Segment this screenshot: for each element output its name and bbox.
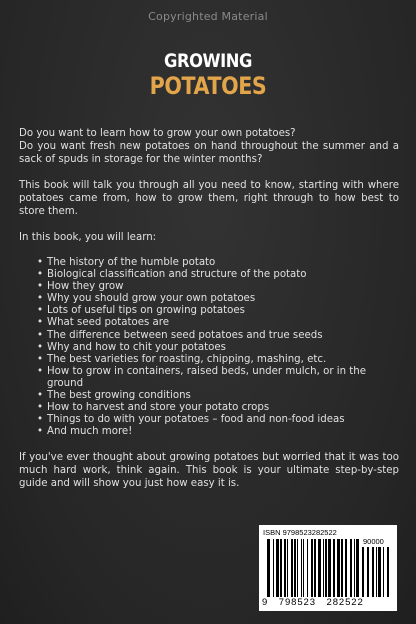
bullet-icon: • [37, 341, 44, 353]
learn-item-text: Things to do with your potatoes – food and non-food ideas [47, 414, 345, 426]
learn-item-text: The best varieties for roasting, chipping, mashing, etc. [47, 353, 327, 365]
closing-paragraph: If you've ever thought about growing potatoes but worried that it was too much hard work, think again. This book is your ultimate step-by-step guide and will show you just how easy it is. [19, 452, 399, 490]
barcode-bar [291, 539, 293, 597]
bullet-icon: • [37, 426, 44, 438]
barcode-bar [376, 547, 377, 597]
isbn-label: ISBN 9798523282522 [263, 528, 337, 537]
isbn-digits: 9 798523 282522 [262, 597, 364, 608]
learn-item [37, 305, 399, 317]
barcode-bar [284, 539, 286, 597]
barcode-bar [323, 539, 324, 597]
bullet-icon: • [37, 317, 44, 329]
learn-item-text: The difference between seed potatoes and true seeds [47, 329, 323, 341]
learn-item [37, 329, 399, 342]
barcode-bar [337, 539, 340, 597]
learn-item [37, 414, 399, 426]
learn-item-text: What seed potatoes are [47, 317, 170, 329]
copyright-watermark: Copyrighted Material [148, 10, 268, 23]
bullet-icon: • [37, 365, 44, 377]
barcode-bar [267, 539, 270, 597]
bullet-icon: • [37, 414, 44, 426]
bullet-icon: • [37, 257, 44, 268]
barcode-bar [280, 539, 282, 597]
learn-item [37, 341, 399, 354]
barcode-bar [333, 539, 335, 597]
barcode-bar [383, 547, 384, 597]
barcode-bar [350, 539, 352, 597]
bullet-icon: • [37, 402, 44, 414]
learn-item-text: The best growing conditions [47, 390, 191, 402]
learn-item-text: Lots of useful tips on growing potatoes [47, 305, 245, 317]
learn-item-text: Biological classification and structure of the potato [47, 269, 307, 281]
learn-item [37, 353, 399, 366]
learn-heading: In this book, you will learn: [19, 232, 157, 243]
barcode-bar [341, 539, 343, 597]
barcode-bar [354, 539, 355, 597]
barcode-bar [287, 539, 288, 597]
learn-item-text: The history of the humble potato [47, 257, 216, 268]
learn-item [37, 269, 399, 281]
barcode-bar [297, 539, 298, 597]
learn-item [37, 426, 399, 438]
barcode-panel [259, 525, 397, 611]
blurb [19, 127, 399, 503]
title-line-2: POTATOES [149, 72, 267, 100]
barcode-bar [318, 539, 321, 597]
bullet-icon: • [37, 329, 44, 341]
learn-item-text: Why and how to chit your potatoes [47, 341, 226, 353]
learn-item [37, 317, 399, 329]
bullet-icon: • [37, 305, 44, 317]
learn-list [19, 257, 399, 438]
title-line-1: GROWING [163, 50, 253, 72]
barcode-bar [314, 539, 316, 597]
learn-item-text: Why you should grow your own potatoes [47, 293, 256, 305]
barcode-bar [387, 547, 389, 597]
learn-item [37, 365, 399, 390]
learn-item-text: And much more! [47, 426, 133, 438]
learn-item [37, 293, 399, 305]
learn-item [37, 257, 399, 269]
barcode-bar [345, 539, 347, 597]
barcode-bar [325, 539, 327, 597]
barcode-bar [362, 547, 364, 597]
bullet-icon: • [37, 293, 44, 305]
barcode-bar [356, 539, 359, 597]
bullet-icon: • [37, 390, 44, 402]
barcode-bar [372, 547, 374, 597]
barcode-bar [378, 547, 381, 597]
barcode-bar [311, 539, 313, 597]
bullet-icon: • [37, 269, 44, 281]
learn-item-text: How to grow in containers, raised beds, under mulch, or in the ground [47, 365, 366, 389]
intro-paragraph-1: Do you want to learn how to grow your own potatoes? Do you want fresh new potatoes on hand throughout the summer and a sack of spuds in storage for the winter months? [19, 128, 399, 165]
barcode-bar [303, 539, 304, 597]
barcode-bar [301, 539, 302, 597]
bullet-icon: • [37, 281, 44, 293]
bullet-icon: • [37, 353, 44, 365]
barcode-bar [294, 539, 296, 597]
addon-number: 90000 [363, 537, 384, 546]
barcode-bar [307, 539, 308, 597]
learn-item-text: How they grow [47, 281, 124, 293]
learn-item [37, 402, 399, 414]
addon-barcode-bars [362, 547, 392, 597]
barcode-bars [267, 539, 359, 597]
learn-item-text: How to harvest and store your potato crops [47, 402, 270, 414]
barcode-bar [273, 539, 274, 597]
learn-item [37, 281, 399, 293]
barcode-bar [276, 539, 279, 597]
barcode-bar [328, 539, 331, 597]
learn-item [37, 390, 399, 402]
intro-paragraph-2: This book will talk you through all you need to know, starting with where potatoes came from, how to grow them, right through to how best to store them. [19, 180, 399, 217]
barcode-bar [367, 547, 369, 597]
